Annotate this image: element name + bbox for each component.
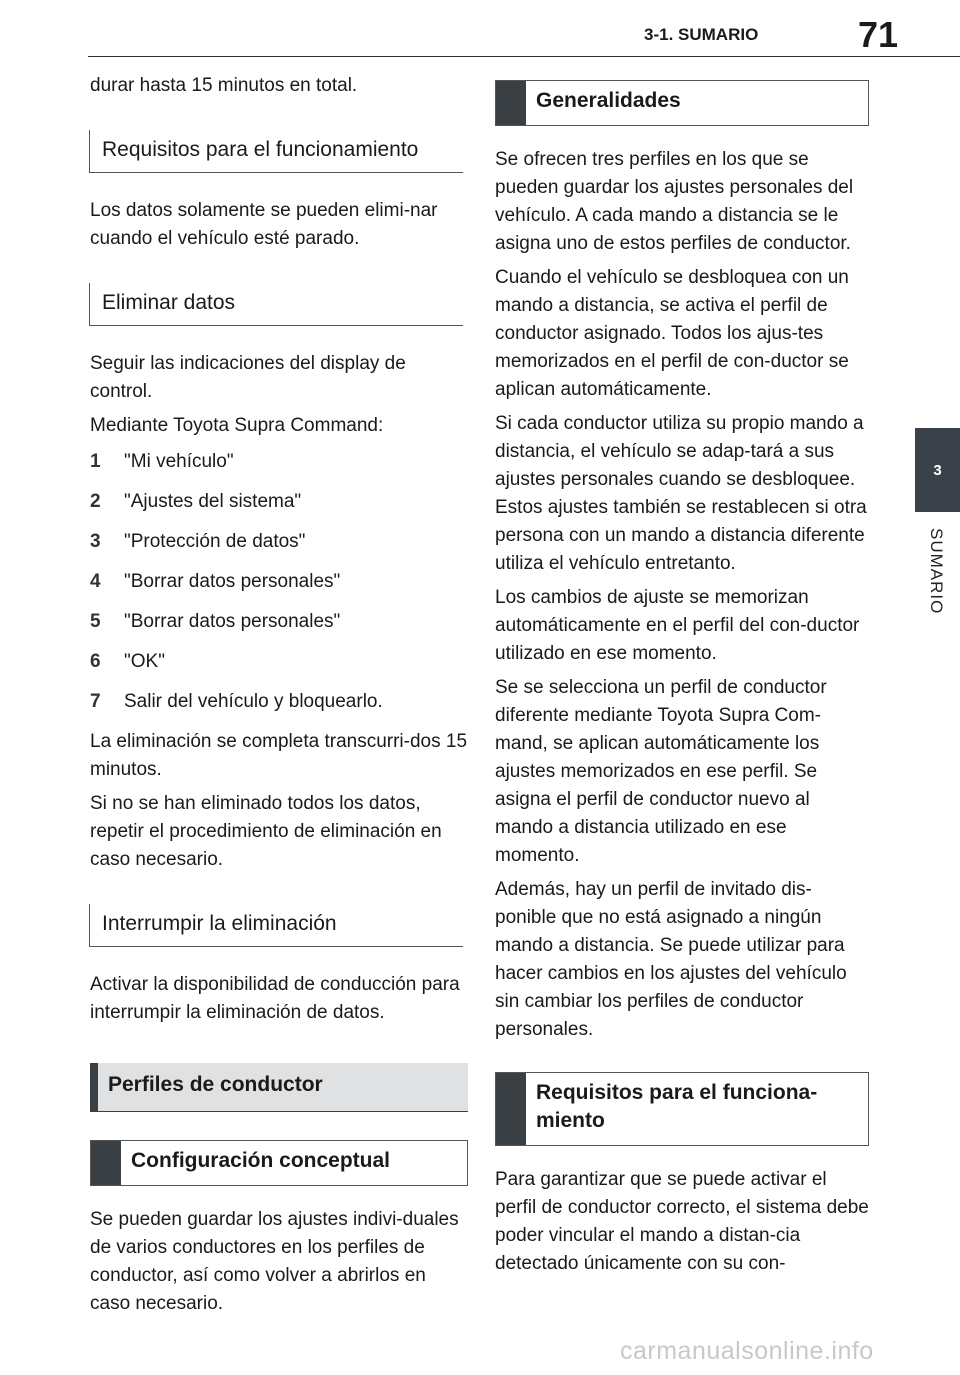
delete-text-1: Seguir las indicaciones del display de control. — [90, 353, 406, 402]
step-text: "Ajustes del sistema" — [124, 491, 302, 512]
general-paragraph-2: Cuando el vehículo se desbloquea con un mando a distancia, se activa el perfil de conductor asignado. Todos los ajus-tes memorizados en el perfil de con-ductor se aplican automáticamente. — [495, 267, 849, 400]
requirements-text: Los datos solamente se pueden elimi-nar cuando el vehículo esté parado. — [90, 200, 438, 249]
subhead-requirements: Requisitos para el funcionamiento — [89, 130, 463, 173]
step-text: "Borrar datos personales" — [124, 571, 341, 592]
watermark: carmanualsonline.info — [620, 1337, 874, 1365]
step-number: 5 — [90, 611, 101, 632]
header-rule — [88, 56, 960, 57]
subhead-interrupt: Interrumpir la eliminación — [89, 904, 463, 947]
intro-text: durar hasta 15 minutos en total. — [90, 75, 358, 96]
box-heading-text: Requisitos para el funciona-miento — [536, 1081, 818, 1132]
right-column — [495, 80, 873, 1284]
step-text: "Borrar datos personales" — [124, 611, 341, 632]
box-heading-text: Generalidades — [536, 89, 681, 112]
step-number: 2 — [90, 491, 101, 512]
general-paragraph-4: Los cambios de ajuste se memorizan automáticamente en el perfil del con-ductor utilizado en ese momento. — [495, 587, 860, 664]
step-number: 3 — [90, 531, 101, 552]
heading-bar — [496, 81, 526, 125]
step-text: "OK" — [124, 651, 165, 672]
step-number: 6 — [90, 651, 101, 672]
list-item — [90, 528, 468, 556]
box-heading-concept — [90, 1140, 468, 1186]
box-heading-text: Configuración conceptual — [131, 1149, 391, 1172]
after-text-1: La eliminación se completa transcurri-dos 15 minutos. — [90, 731, 468, 780]
heading-bar — [496, 1073, 526, 1145]
general-paragraph-3: Si cada conductor utiliza su propio mando a distancia, el vehículo se adap-tará a sus ajustes personales cuando se desbloquee. Estos ajustes también se restablecen si otra persona con un mando a distancia diferente utiliza el vehículo entretanto. — [495, 413, 867, 574]
interrupt-text: Activar la disponibilidad de conducción para interrumpir la eliminación de datos. — [90, 974, 460, 1023]
step-text: Salir del vehículo y bloquearlo. — [124, 691, 383, 712]
list-item — [90, 608, 468, 636]
list-item — [90, 448, 468, 476]
after-text-2: Si no se han eliminado todos los datos, repetir el procedimiento de eliminación en caso necesario. — [90, 793, 442, 870]
step-number: 1 — [90, 451, 101, 472]
box-heading-general — [495, 80, 869, 126]
steps-list — [90, 448, 468, 716]
subhead-delete-data: Eliminar datos — [89, 283, 463, 326]
box-heading-requirements — [495, 1072, 869, 1146]
heading-bar — [91, 1141, 121, 1185]
general-paragraph-1: Se ofrecen tres perfiles en los que se pueden guardar los ajustes personales del vehículo. A cada mando a distancia se le asigna uno de estos perfiles de conductor. — [495, 149, 854, 254]
step-number: 7 — [90, 691, 101, 712]
list-item — [90, 488, 468, 516]
concept-text: Se pueden guardar los ajustes indivi-duales de varios conductores en los perfiles de conductor, así como volver a abrirlos en caso necesario. — [90, 1209, 459, 1314]
requirements-paragraph: Para garantizar que se puede activar el perfil de conductor correcto, el sistema debe poder vincular el mando a distan-cia detectado únicamente con su con- — [495, 1169, 869, 1274]
list-item — [90, 688, 468, 716]
list-item — [90, 568, 468, 596]
chapter-tab: 3 — [915, 428, 960, 512]
page-number: 71 — [858, 14, 899, 55]
step-text: "Mi vehículo" — [124, 451, 234, 472]
general-paragraph-6: Además, hay un perfil de invitado dis-ponible que no está asignado a ningún mando a distancia. Se puede utilizar para hacer cambios en los ajustes del vehículo sin cambiar los perfiles de conductor personales. — [495, 879, 847, 1040]
chapter-label: SUMARIO — [927, 528, 946, 615]
section-title: 3-1. SUMARIO — [644, 25, 759, 44]
left-column — [90, 72, 468, 1324]
list-item — [90, 648, 468, 676]
step-number: 4 — [90, 571, 101, 592]
step-text: "Protección de datos" — [124, 531, 306, 552]
section-heading-profiles: Perfiles de conductor — [90, 1063, 468, 1112]
delete-text-2: Mediante Toyota Supra Command: — [90, 415, 384, 436]
general-paragraph-5: Se se selecciona un perfil de conductor diferente mediante Toyota Supra Com-mand, se aplican automáticamente los ajustes memorizados en ese perfil. Se asigna el perfil de conductor nuevo al mando a distancia utilizado en ese momento. — [495, 677, 827, 866]
